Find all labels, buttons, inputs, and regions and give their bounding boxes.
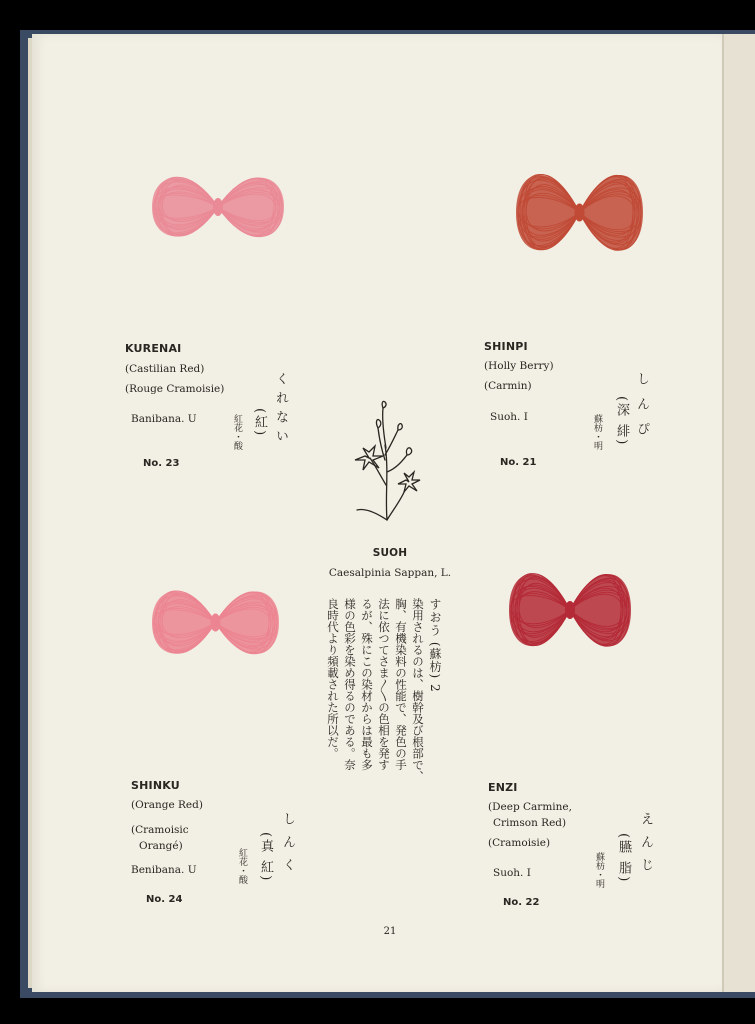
sample-english-name: (Castilian Red) [125, 363, 205, 375]
sample-name: SHINKU [131, 779, 180, 792]
sample-dye-jp: 蘇枋・明 [592, 414, 602, 450]
sample-number: No. 21 [500, 457, 537, 468]
kurenai-thread-skein [148, 162, 288, 252]
sample-kana: くれない [273, 372, 288, 448]
sample-kanji: (深 緋) [614, 396, 629, 447]
page-gutter [722, 34, 724, 992]
sample-dye-jp: 紅花・酸 [232, 414, 242, 450]
skein-lobe [570, 574, 631, 646]
sample-dye: Banibana. U [131, 413, 197, 425]
sample-french-name: (Carmin) [484, 380, 532, 392]
skein-knot [575, 204, 585, 222]
sample-kanji: (真 紅) [258, 832, 273, 883]
sample-kana: しんぴ [634, 372, 649, 447]
sample-dye-jp: 紅花・酸 [237, 848, 247, 884]
sample-dye: Suoh. I [490, 411, 528, 423]
plant-text-column: 様の色彩を染め得るのである。奈 [343, 598, 357, 771]
shinpi-thread-skein [512, 155, 647, 270]
sample-number: No. 24 [146, 894, 183, 905]
page-number: 21 [383, 926, 397, 937]
skein-shape [509, 574, 631, 647]
sample-number: No. 22 [503, 897, 540, 908]
enzi-thread-skein [505, 555, 635, 665]
sample-name: ENZI [488, 781, 518, 794]
plant-text-column: 染用されるのは、樹幹及び根部で、 [411, 598, 425, 782]
sample-english-name: (Deep Carmine, [488, 801, 572, 813]
skein-knot [565, 601, 575, 619]
sample-french-name-cont: Orangé) [139, 840, 183, 852]
sample-english-name: (Orange Red) [131, 799, 203, 811]
sample-name: KURENAI [125, 342, 182, 355]
sample-kana: えんじ [638, 812, 653, 881]
plant-name: SUOH [372, 547, 408, 559]
sample-dye: Suoh. I [493, 867, 531, 879]
plant-text-column: 法に依つてさま〳〵の色相を発す [377, 598, 391, 771]
plant-text-column: 良時代より頻載された所以だ。 [326, 598, 340, 759]
sample-number: No. 23 [143, 458, 180, 469]
plant-description [322, 598, 442, 782]
suoh-plant-illustration [345, 400, 435, 525]
sample-french-name: (Cramoisie) [488, 837, 551, 849]
sample-kanji: (紅) [252, 408, 267, 438]
sample-english-name: (Holly Berry) [484, 360, 554, 372]
skein-shape [516, 174, 643, 250]
sample-kanji: (臙 脂) [616, 833, 631, 884]
plant-text-column: るが、殊にこの染材からは最も多 [360, 598, 374, 771]
plant-text-column: 胸、有機染料の性能で、発色の手 [394, 598, 408, 771]
sample-kana: しんく [280, 812, 295, 881]
skein-knot [211, 614, 221, 632]
shinku-thread-skein [148, 575, 283, 670]
sample-dye: Benibana. U [131, 864, 197, 876]
sample-french-name: (Rouge Cramoisie) [125, 383, 225, 395]
sample-dye-jp: 蘇枋・明 [594, 852, 604, 888]
sample-name: SHINPI [484, 340, 528, 353]
facing-page [722, 34, 755, 992]
sample-english-name-cont: Crimson Red) [493, 817, 567, 829]
skein-shape [152, 591, 279, 654]
sample-french-name: (Cramoisic [131, 824, 189, 836]
skein-knot [213, 198, 223, 216]
skein-shape [152, 177, 284, 237]
plant-heading-jp: すおう (蘇枋) 2 [428, 598, 442, 693]
plant-latin-name: Caesalpinia Sappan, L. [328, 567, 452, 579]
